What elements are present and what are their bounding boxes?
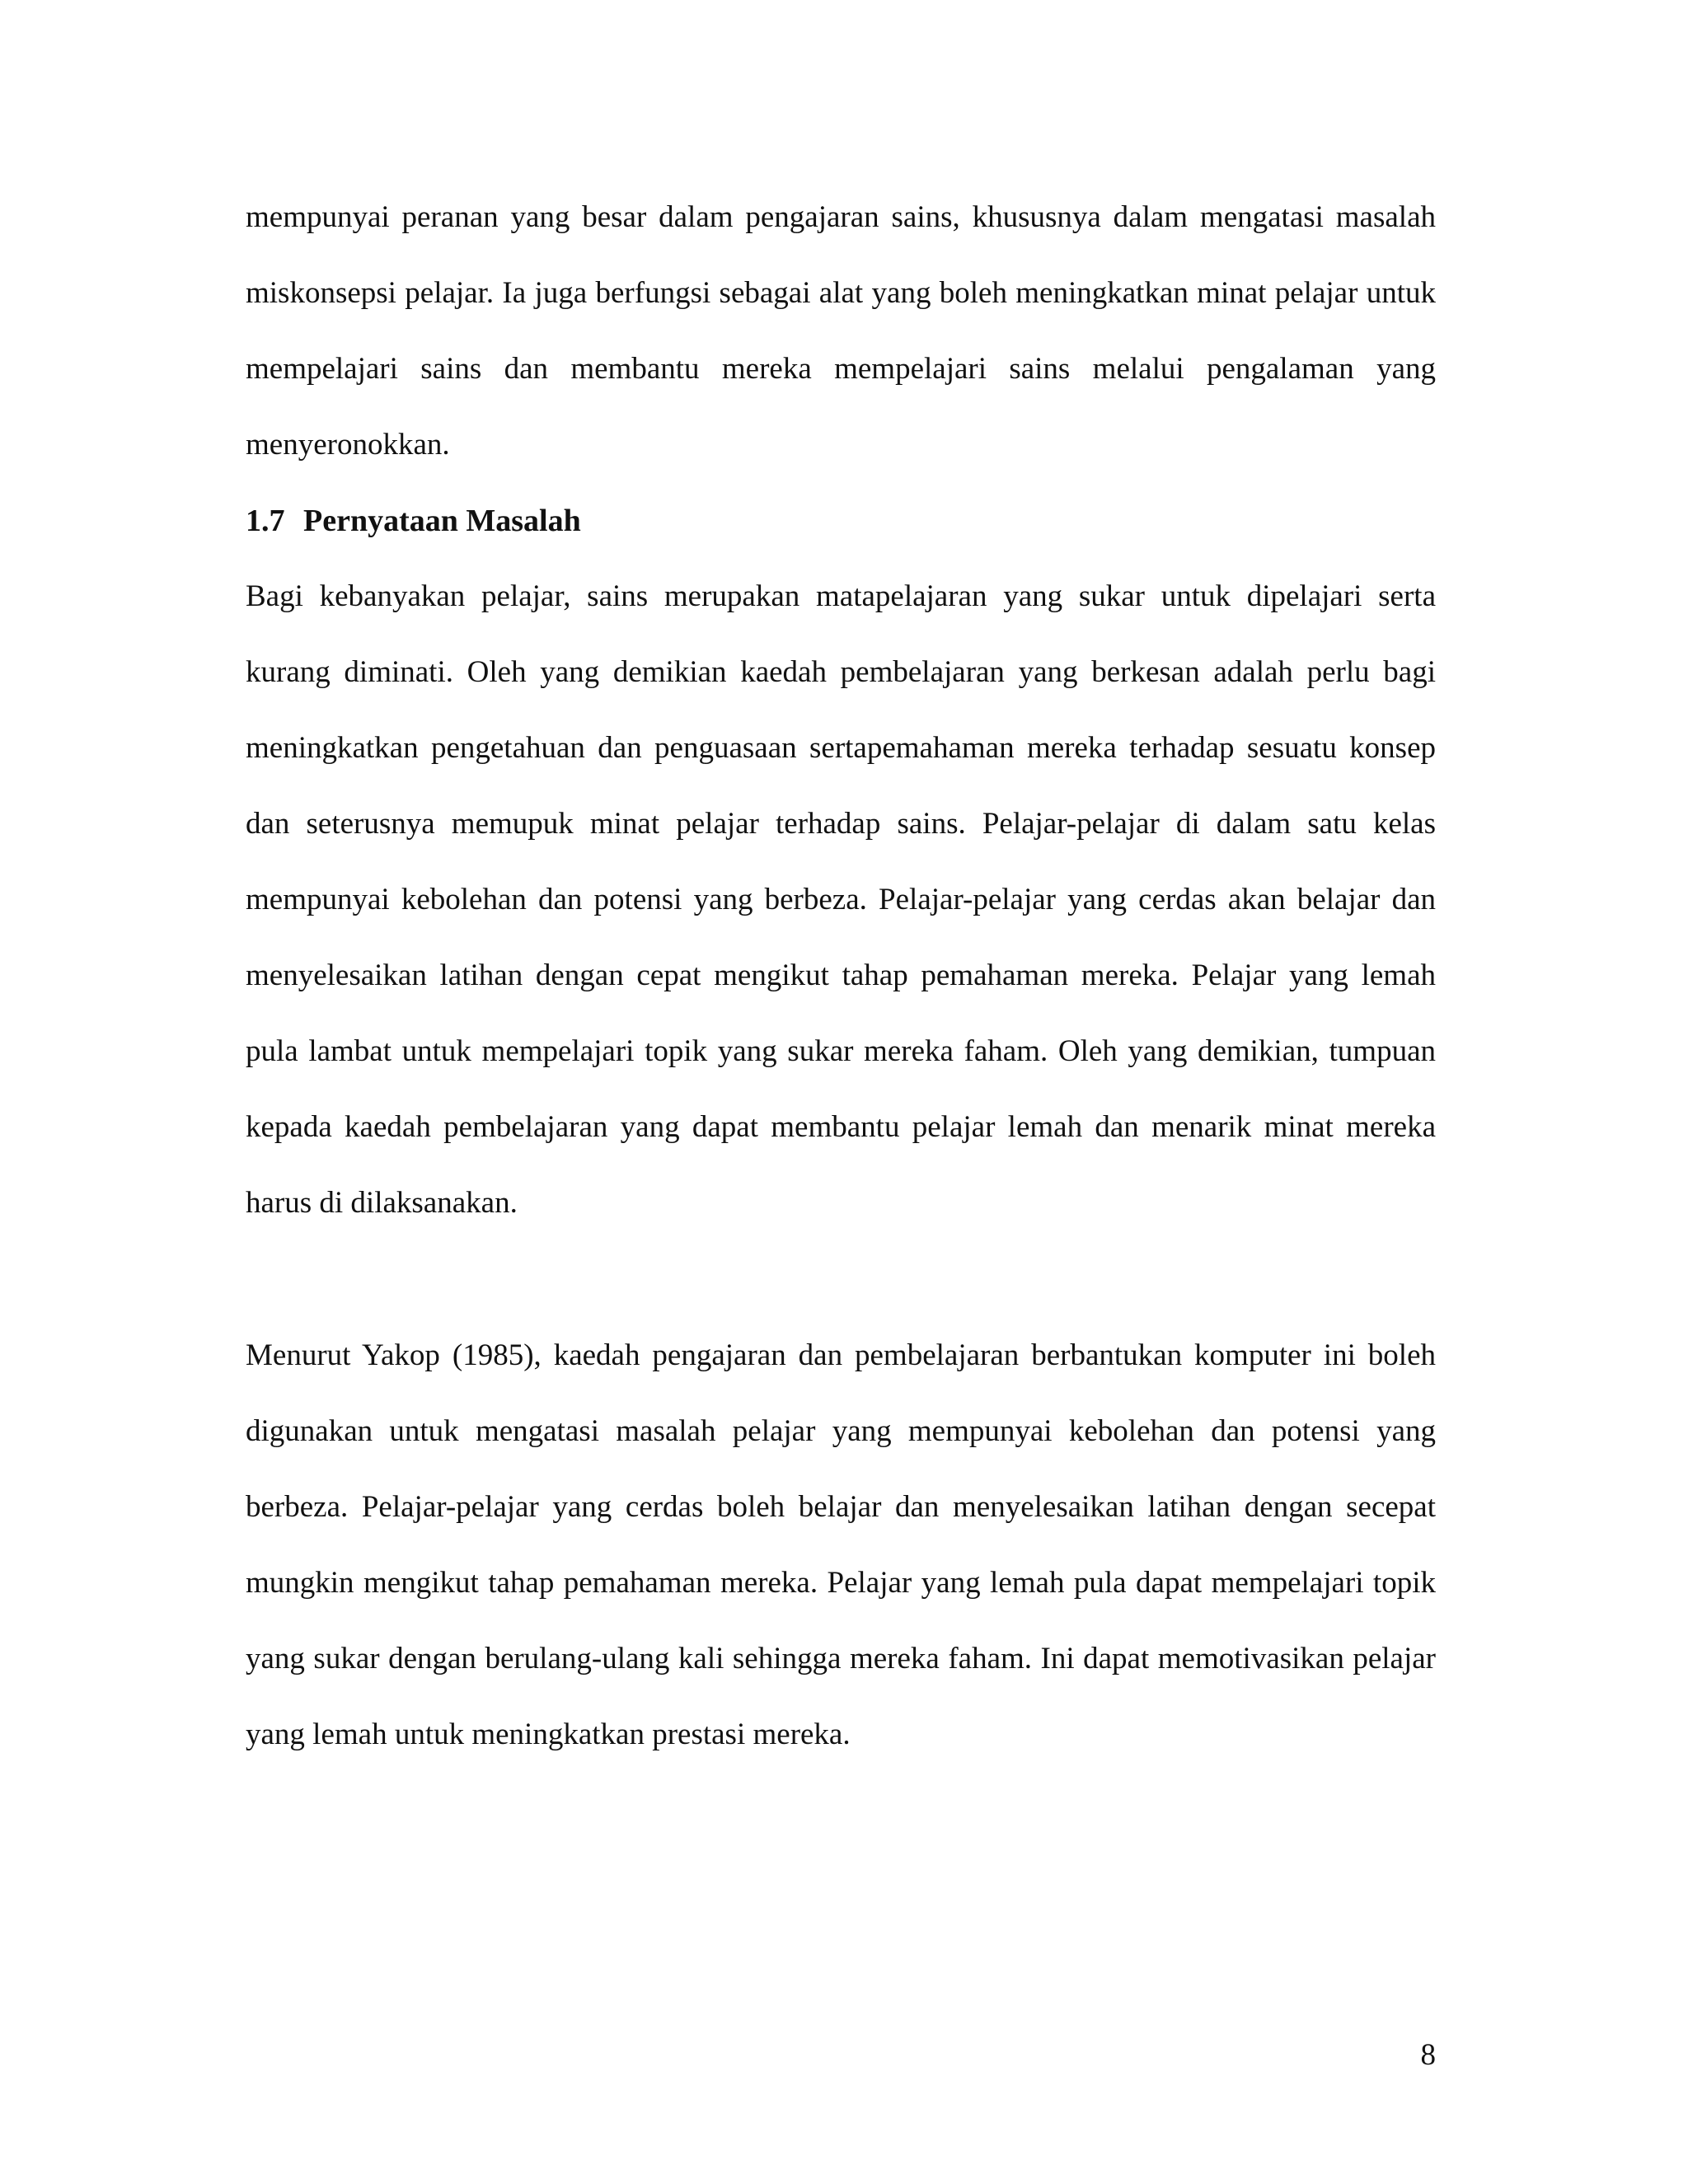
- problem-statement-paragraph-2: Menurut Yakop (1985), kaedah pengajaran dan pembelajaran berbantukan komputer ini boleh digunakan untuk mengatasi masalah pelajar yang mempunyai kebolehan dan potensi yang berbeza. Pelajar-pelajar yang cerdas boleh belajar dan menyelesaikan latihan dengan secepat mungkin mengikut tahap pemahaman mereka. Pelajar yang lemah pula dapat mempelajari topik yang sukar dengan berulang-ulang kali sehingga mereka faham. Ini dapat memotivasikan pelajar yang lemah untuk meningkatkan prestasi mereka.: [246, 1338, 1436, 1751]
- section-heading: [246, 483, 1436, 559]
- intro-continuation-paragraph: mempunyai peranan yang besar dalam pengajaran sains, khususnya dalam mengatasi masalah miskonsepsi pelajar. Ia juga berfungsi sebagai alat yang boleh meningkatkan minat pelajar untuk mempelajari sains dan membantu mereka mempelajari sains melalui pengalaman yang menyeronokkan.: [246, 200, 1436, 462]
- section-number: 1.7: [246, 504, 285, 538]
- section-title: Pernyataan Masalah: [303, 504, 581, 538]
- page-number: 8: [1420, 2038, 1436, 2072]
- problem-statement-paragraph-1: Bagi kebanyakan pelajar, sains merupakan matapelajaran yang sukar untuk dipelajari serta kurang diminati. Oleh yang demikian kaedah pembelajaran yang berkesan adalah perlu bagi meningkatkan pengetahuan dan penguasaan sertapemahaman mereka terhadap sesuatu konsep dan seterusnya memupuk minat pelajar terhadap sains. Pelajar-pelajar di dalam satu kelas mempunyai kebolehan dan potensi yang berbeza. Pelajar-pelajar yang cerdas akan belajar dan menyelesaikan latihan dengan cepat mengikut tahap pemahaman mereka. Pelajar yang lemah pula lambat untuk mempelajari topik yang sukar mereka faham. Oleh yang demikian, tumpuan kepada kaedah pembelajaran yang dapat membantu pelajar lemah dan menarik minat mereka harus di dilaksanakan.: [246, 579, 1436, 1220]
